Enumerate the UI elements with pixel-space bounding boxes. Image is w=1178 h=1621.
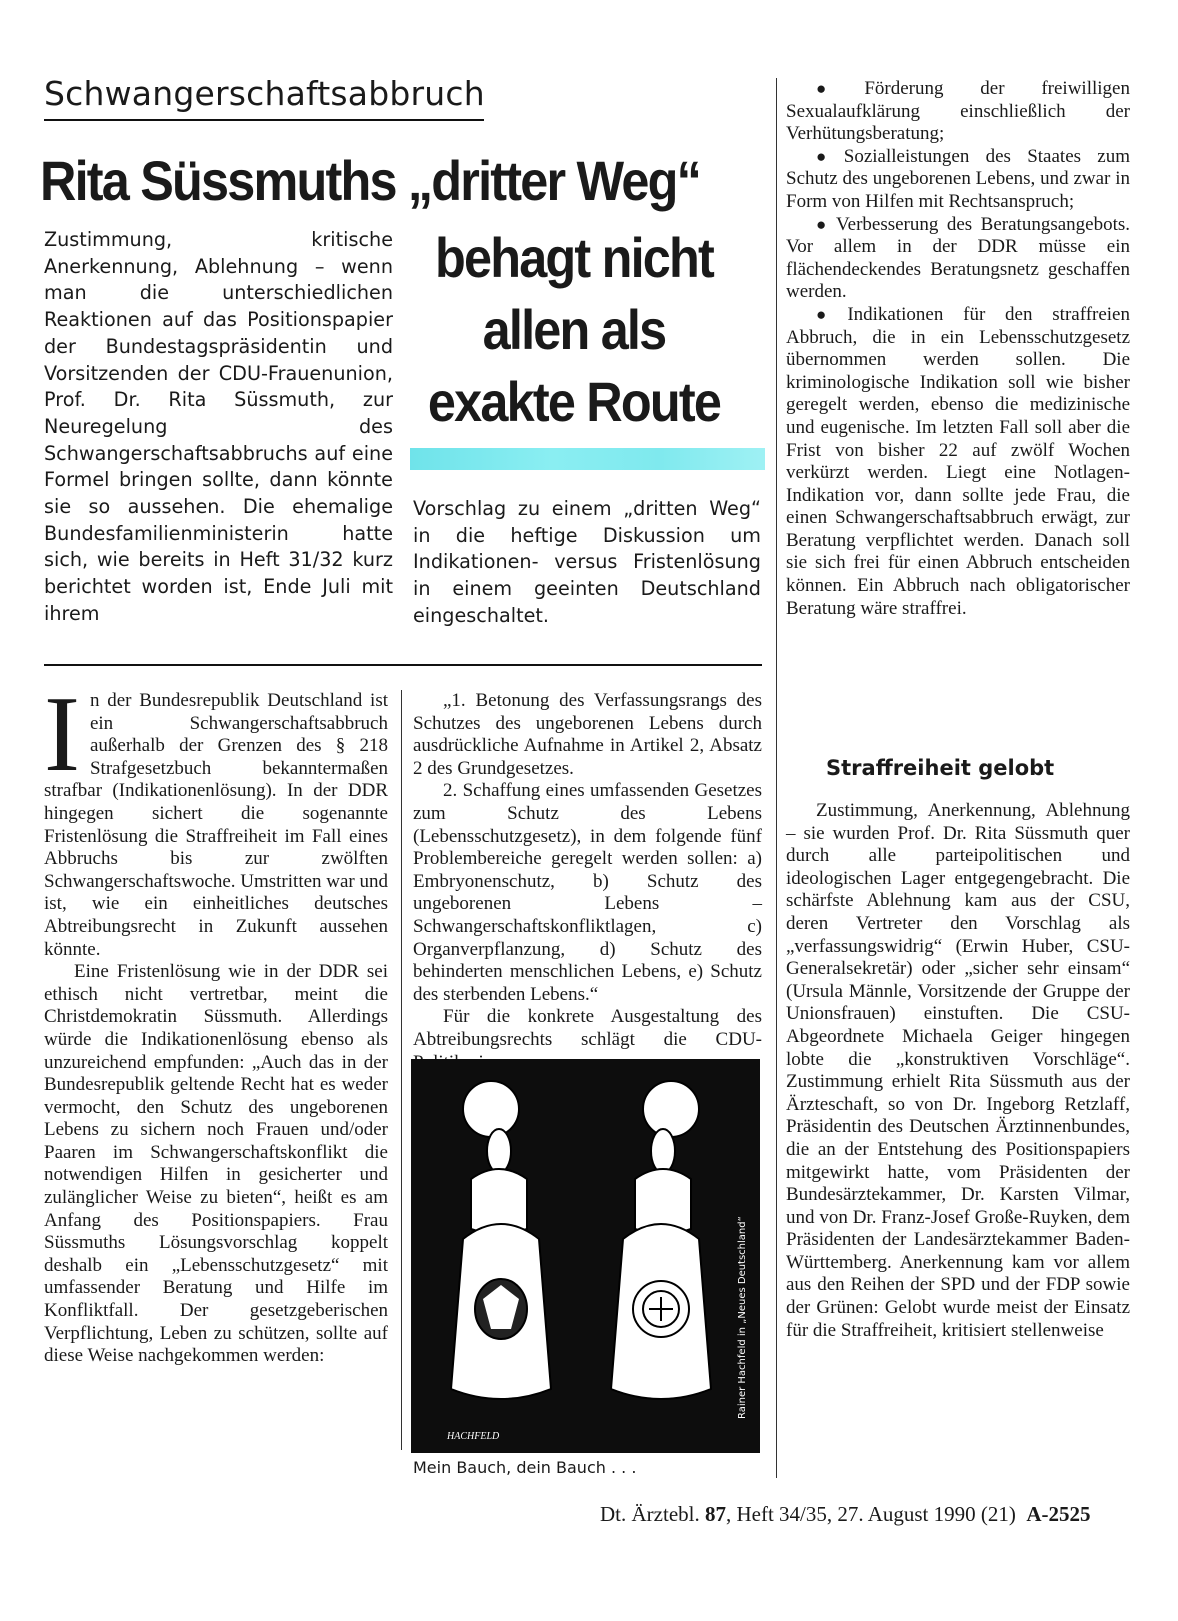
article-column-3-continued [786, 800, 1130, 1342]
column-divider-right [776, 78, 777, 1478]
bullet-dot-icon: ● [816, 214, 831, 234]
paragraph-straffreiheit: Zustimmung, Anerkennung, Ablehnung – sie wurden Prof. Dr. Rita Süssmuth quer durch alle parteipolitischen und ideologischen Lager entgegengebracht. Die schärfste Ablehnung kam aus der CSU, deren Vertreter den Vorschlag als „verfassungswidrig“ (Erwin Huber, CSU-Generalsekretär) oder „sicher sehr einsam“ (Ursula Männle, Vorsitzende der Gruppe der Unionsfrauen) einstuften. Die CSU-Abgeordnete Michaela Geiger hingegen lobte die „konstruktiven Vorschläge“. Zustimmung erhielt Rita Süssmuth aus der Ärzteschaft, so von Dr. Ingeborg Retzlaff, Präsidentin des Deutschen Ärztinnenbundes, die an der Entstehung des Positionspapiers mitgewirkt hatte, vom Präsidenten der Bundesärztekammer, Dr. Karsten Vilmar, und von Dr. Franz-Josef Große-Ruyken, dem Präsidenten der Landesärztekammer Baden-Württemberg. Anerkennung kam vor allem aus den Reihen der SPD und der FDP sowie der Grünen: Gelobt wurde meist der Einsatz für die Straffreiheit, kritisiert stellenweise [786, 800, 1130, 1341]
intro-divider [44, 664, 762, 666]
drop-cap: I [44, 675, 80, 794]
bullet-item-1 [786, 78, 1130, 146]
quote-point-1: „1. Betonung des Verfassungsrangs des Schutzes des ungeborenen Lebens durch ausdrückliche Aufnahme in Artikel 2, Absatz 2 des Grundgesetzes. [413, 690, 762, 779]
paragraph-1 [44, 675, 389, 961]
bullet-dot-icon: ● [816, 304, 842, 324]
headline-continuation: behagt nicht allen als exakte Route [427, 226, 721, 433]
bullet-dot-icon: ● [816, 146, 838, 166]
bullet-item-4 [786, 304, 1130, 620]
footer-page-number: A-2525 [1026, 1502, 1091, 1526]
bullet-item-4-text: Indikationen für den straffreien Abbruch, die in ein Lebensschutzgesetz übernommen werden sollen. Die kriminologische Indikation soll wie bisher geregelt werden, ebenso die medizinische und eugenische. Im letzten Fall soll aber die Frist von bisher 22 auf zwölf Wochen verkürzt werden. Liegt eine Notlagen-Indikation vor, dann sollte jede Frau, die einen Schwangerschaftsabbruch erwägt, zur Beratung verpflichtet werden. Danach soll sie sich frei für einen Abbruch entscheiden können. Ein Abbruch nach obligatorischer Beratung wäre straffrei. [786, 303, 1130, 619]
bullet-item-3-text: Verbesserung des Beratungsangebots. Vor allem in der DDR müsse ein flächendeckendes Beratungsnetz geschaffen werden. [786, 213, 1130, 303]
cartoon-signature: HACHFELD [447, 1431, 500, 1442]
article-column-2 [413, 690, 762, 1074]
proposal-intro: Für die konkrete Ausgestaltung des Abtreibungsrechts schlägt die CDU- [413, 1006, 762, 1050]
paragraph-1-text: n der Bundesrepublik Deutschland ist ein Schwangerschaftsabbruch außerhalb der Grenzen des § 218 Strafgesetzbuch bekanntermaßen strafbar (Indikationenlösung). In der DDR hingegen sichert die sogenannte Fristenlösung die Straffreiheit im Fall eines Abbruchs bis zur zwölften Schwangerschaftswoche. Umstritten war und ist, wie ein einheitliches deutsches Abtreibungsrecht in Zukunft aussehen könnte. [44, 690, 389, 960]
headline-line-1: Rita Süssmuths „dritter Weg“ [40, 149, 700, 212]
cartoon-illustration [411, 1059, 760, 1453]
article-column-1 [44, 675, 389, 1368]
intro-paragraph-left: Zustimmung, kritische Anerkennung, Ablehnung – wenn man die unterschiedlichen Reaktionen auf das Positionspapier der Bundestagspräsidentin und Vorsitzenden der CDU-Frauenunion, Prof. Dr. Rita Süssmuth, zur Neuregelung des Schwangerschaftsabbruchs auf eine Formel bringen sollte, dann könnte sie so aussehen. Die ehemalige Bundesfamilienministerin hatte sich, wie bereits in Heft 31/32 kurz berichtet worden ist, Ende Juli mit ihrem [44, 228, 393, 625]
bullet-item-3 [786, 214, 1130, 304]
cartoon-caption: Mein Bauch, dein Bauch . . . [413, 1458, 637, 1477]
section-kicker: Schwangerschaftsabbruch [44, 74, 485, 113]
footer-volume: 87 [704, 1502, 726, 1526]
bullet-item-2-text: Sozialleistungen des Staates zum Schutz des ungeborenen Lebens, und zwar in Form von Hilfen mit Rechtsanspruch; [786, 145, 1130, 212]
bullet-item-2 [786, 146, 1130, 214]
intro-paragraph-right: Vorschlag zu einem „dritten Weg“ in die heftige Diskussion um Indikationen- versus Fristenlösung in einem geeinten Deutschland eingeschaltet. [413, 497, 761, 627]
subheading: Straffreiheit gelobt [826, 756, 1055, 780]
highlight-bar [410, 448, 765, 470]
footer-journal: Dt. Ärztebl. [600, 1502, 700, 1526]
kicker-underline [44, 119, 484, 121]
quote-point-2: 2. Schaffung eines umfassenden Gesetzes zum Schutz des Lebens (Lebensschutzgesetz), in dem folgende fünf Problembereiche geregelt werden sollen: a) Embryonenschutz, b) Schutz des ungeborenen Lebens – Schwangerschaftskonfliktlagen, c) Organverpflanzung, d) Schutz des behinderten menschlichen Lebens, e) Schutz des sterbenden Lebens.“ [413, 780, 762, 1005]
article-column-3 [786, 78, 1130, 620]
footer-issue: , Heft 34/35, 27. August 1990 (21) [725, 1502, 1016, 1526]
page-footer [600, 1502, 1091, 1527]
bullet-dot-icon: ● [816, 79, 859, 98]
bullet-item-1-text: Förderung der freiwilligen Sexualaufklärung einschließlich der Verhütungsberatung; [786, 78, 1130, 145]
paragraph-2: Eine Fristenlösung wie in der DDR sei ethisch nicht vertretbar, meint die Christdemokratin Süssmuth. Allerdings würde die Indikationenlösung ebenso als unzureichend empfunden: „Auch das in der Bundesrepublik geltende Recht hat es weder vermocht, den Schutz des ungeborenen Lebens zu sichern noch Frauen und/oder Paaren im Schwangerschaftskonflikt die notwendigen Hilfen in gesicherter und zulänglicher Weise zu bieten“, heißt es am Anfang des Positionspapiers. Frau Süssmuths Lösungsvorschlag koppelt deshalb ein „Lebensschutzgesetz“ mit umfassender Beratung und Hilfe im Konfliktfall. Der gesetzgeberischen Verpflichtung, Leben zu schützen, sollte auf diese Weise nachgekommen werden: [44, 961, 388, 1367]
cartoon-credit: Rainer Hachfeld in „Neues Deutschland“ [737, 1216, 748, 1419]
column-divider-middle [401, 690, 402, 1450]
